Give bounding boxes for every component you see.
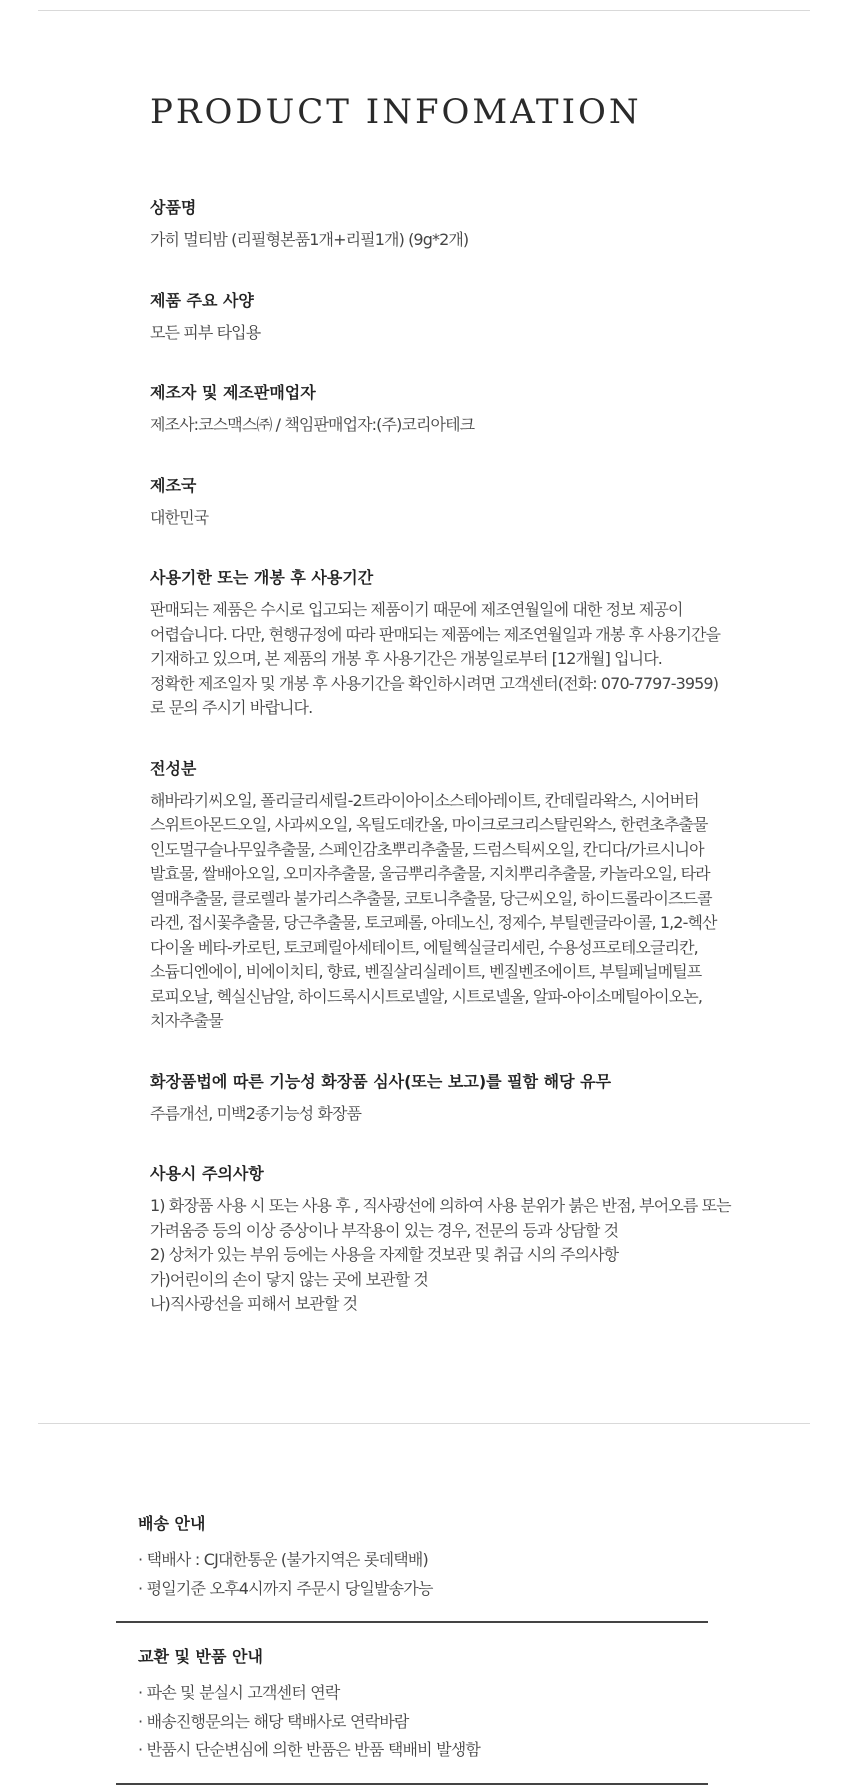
spec-manufacturer <box>150 381 750 438</box>
spec-main-specification <box>150 289 750 346</box>
product-info-section <box>150 90 750 1353</box>
shipping-notice <box>116 1512 708 1623</box>
notice-line: · 반품시 단순변심에 의한 반품은 반품 택배비 발생함 <box>138 1740 481 1759</box>
notice-divider <box>116 1783 708 1785</box>
spec-ingredients <box>150 757 750 1034</box>
spec-precautions <box>150 1162 750 1317</box>
section-heading: PRODUCT INFOMATION <box>150 92 642 132</box>
spec-value: 모든 피부 타입용 <box>150 322 261 342</box>
notice-line: · 배송진행문의는 해당 택배사로 연락바람 <box>138 1711 409 1731</box>
spec-functional-cosmetic <box>150 1070 750 1127</box>
spec-value: 해바라기씨오일, 폴리글리세릴-2트라이아이소스테아레이트, 칸데릴라왁스, 시어버터 스위트아몬드오일, 사과씨오일, 옥틸도데칸올, 마이크로크리스탈린왁스, 한련초추출물 인도멀구슬나무잎추출물, 스페인감초뿌리추출물, 드럼스틱씨오일, 칸디다/가르시니아 발효물, 쌀배아오일, 오미자추출물, 울금뿌리추출물, 지치뿌리추출물, 카놀라오일, 타라 열매추출물, 클로렐라 불가리스추출물, 코토니추출물, 당근씨오일, 하이드롤라이즈드콜 라겐, 접시꽃추출물, 당근추출물, 토코페롤, 아데노신, 정제수, 부틸렌글라이콜, 1,2-헥산 다이올 베타-카로틴, 토코페릴아세테이트, 에틸헥실글리세린, 수용성프로테오글리칸, 소듐디엔에이, 비에이치티, 향료, 벤질살리실레이트, 벤질벤조에이트, 부틸페닐메틸프 로피오날, 헥실신남알, 하이드록시시트로넬알, 시트로넬올, 알파-아이소메틸아이오논, 치자추출물 <box>150 790 717 1030</box>
notice-title: 배송 안내 <box>138 1514 206 1533</box>
spec-label: 전성분 <box>150 758 197 778</box>
spec-value: 판매되는 제품은 수시로 입고되는 제품이기 때문에 제조연월일에 대한 정보 제공이 어렵습니다. 다만, 현행규정에 따라 판매되는 제품에는 제조연월일과 개봉 후 사용기간을 기재하고 있으며, 본 제품의 개봉 후 사용기간은 개봉일로부터 [12개월] 입니다. 정확한 제조일자 및 개봉 후 사용기간을 확인하시려면 고객센터(전화: 070-7797-3959) 로 문의 주시기 바랍니다. <box>150 600 721 717</box>
spec-value: 1) 화장품 사용 시 또는 사용 후 , 직사광선에 의하여 사용 분위가 붉은 반점, 부어오름 또는 가려움증 등의 이상 증상이나 부작용이 있는 경우, 전문의 등과 상담할 것 2) 상처가 있는 부위 등에는 사용을 자제할 것보관 및 취급 시의 주의사항 가)어린이의 손이 닿지 않는 곳에 보관할 것 나)직사광선을 피해서 보관할 것 <box>150 1196 731 1313</box>
returns-notice <box>116 1645 708 1785</box>
notice-line: · 평일기준 오후4시까지 주문시 당일발송가능 <box>138 1578 433 1598</box>
spec-label: 제조국 <box>150 475 197 495</box>
spec-label: 사용기한 또는 개봉 후 사용기간 <box>150 568 374 587</box>
notice-line: · 파손 및 분실시 고객센터 연락 <box>138 1683 340 1702</box>
spec-value: 가히 멀티밤 (리필형본품1개+리필1개) (9g*2개) <box>150 230 469 249</box>
spec-country-of-origin <box>150 474 750 531</box>
spec-value: 주름개선, 미백2종기능성 화장품 <box>150 1103 362 1123</box>
spec-label: 제품 주요 사양 <box>150 290 254 310</box>
notice-divider <box>116 1621 708 1623</box>
spec-label: 사용시 주의사항 <box>150 1164 264 1183</box>
spec-label: 상품명 <box>150 198 197 217</box>
notice-title: 교환 및 반품 안내 <box>138 1647 263 1666</box>
spec-expiry-period <box>150 566 750 721</box>
top-divider <box>38 10 810 11</box>
spec-value: 제조사:코스맥스㈜ / 책임판매업자:(주)코리아테크 <box>150 415 475 434</box>
spec-product-name <box>150 196 750 253</box>
spec-label: 화장품법에 따른 기능성 화장품 심사(또는 보고)를 필함 해당 유무 <box>150 1071 612 1091</box>
spec-value: 대한민국 <box>150 507 209 527</box>
section-divider <box>38 1423 810 1424</box>
spec-label: 제조자 및 제조판매업자 <box>150 383 316 402</box>
notice-line: · 택배사 : CJ대한통운 (불가지역은 롯데택배) <box>138 1550 428 1569</box>
